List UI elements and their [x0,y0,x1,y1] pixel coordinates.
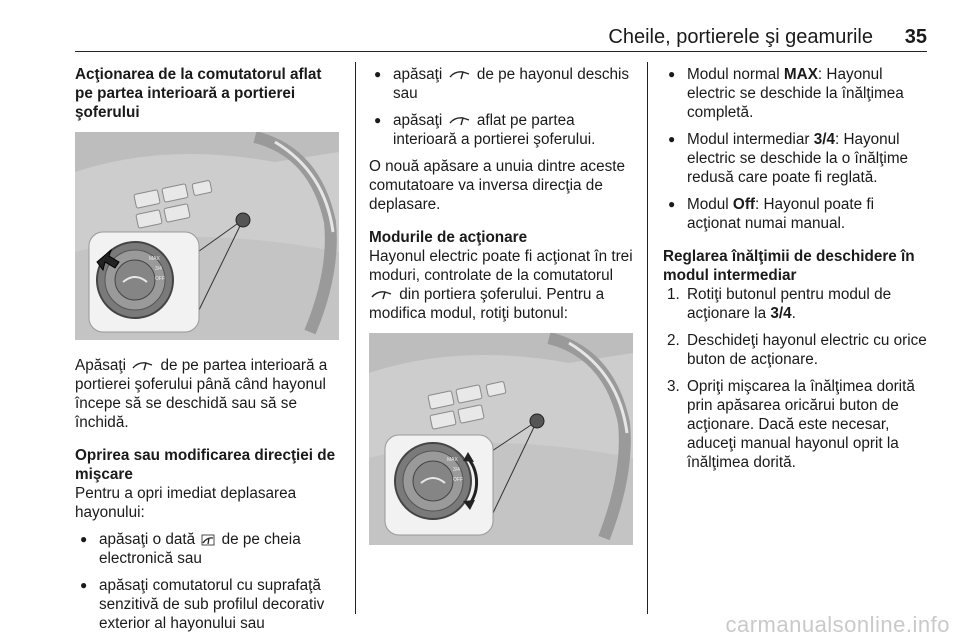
knob-label-max: MAX [447,457,458,463]
knob-label-off: OFF [155,276,165,282]
list-item: ● apăsaţi o dată de pe cheia electronică sau [75,530,343,568]
watermark: carmanualsonline.info [725,612,950,637]
paragraph: O nouă apăsare a unuia dintre aceste comutatoare va inversa direcţia de deplasare. [369,158,625,213]
list-item: 3. Opriţi mişcarea la înălţimea dorită prin apăsarea oricărui buton de acţionare. Dacă este necesar, aduceţi manual hayonul oprit la înălţimea dorită. [667,378,915,471]
tailgate-icon [449,69,471,81]
door-switch-illustration [75,132,339,340]
list-item: ● Modul normal MAX: Hayonul electric se deschide la înălţimea completă. [663,65,931,122]
numbered-list [663,285,931,472]
column-2 [369,65,633,545]
bullet-list [75,530,343,633]
list-item: ● apăsaţi comutatorul cu suprafaţă senzitivă de sub profilul decorativ exterior al hayonului sau [75,576,343,633]
list-item: ● apăsaţi de pe hayonul deschis sau [369,65,633,103]
mode-list [663,65,931,233]
tailgate-icon [371,289,393,301]
knob-label-off: OFF [453,477,463,483]
knob-label-max: MAX [149,256,160,262]
bullet-list [369,65,633,149]
door-switch-drawing [75,132,339,340]
header-title: Cheile, portierele şi geamurile [608,26,873,48]
page-number: 35 [904,26,927,48]
section-heading: Reglarea înălţimii de deschidere în modul intermediar [663,248,915,284]
tailgate-icon [449,115,471,127]
section-heading: Oprirea sau modificarea direcţiei de mişcare [75,447,336,483]
section-heading: Modurile de acţionare [369,229,528,246]
list-item: ● Modul intermediar 3/4: Hayonul electric se deschide la o înălţime redusă care poate fi reglată. [663,130,931,187]
paragraph: Pentru a opri imediat deplasarea hayonului: [75,485,297,521]
key-tailgate-icon [201,534,215,546]
paragraph: Apăsaţi de pe partea interioară a portierei şoferului până când hayonul începe să se deschidă sau să se închidă. [75,357,328,431]
list-item: ● Modul Off: Hayonul poate fi acţionat numai manual. [663,195,931,233]
knob-label-34: 3/4 [155,266,162,272]
column-3 [663,65,931,480]
list-item: 1. Rotiţi butonul pentru modul de acţionare la 3/4. [667,286,892,322]
list-item: 2. Deschideţi hayonul electric cu orice buton de acţionare. [667,332,927,368]
knob-label-34: 3/4 [453,467,460,473]
page-header [75,20,927,52]
column-divider [355,62,356,614]
paragraph: Hayonul electric poate fi acţionat în trei moduri, controlate de la comutatorul din portiera şoferului. Pentru a modifica modul, rotiţi butonul: [369,248,633,322]
list-item: ● apăsaţi aflat pe partea interioară a portierei şoferului. [369,111,633,149]
column-1 [75,65,343,641]
tailgate-icon [132,360,154,372]
section-heading: Acţionarea de la comutatorul aflat pe partea interioară a portierei şoferului [75,66,322,121]
mode-knob-drawing [369,333,633,545]
mode-knob-illustration [369,333,633,545]
column-divider [647,62,648,614]
